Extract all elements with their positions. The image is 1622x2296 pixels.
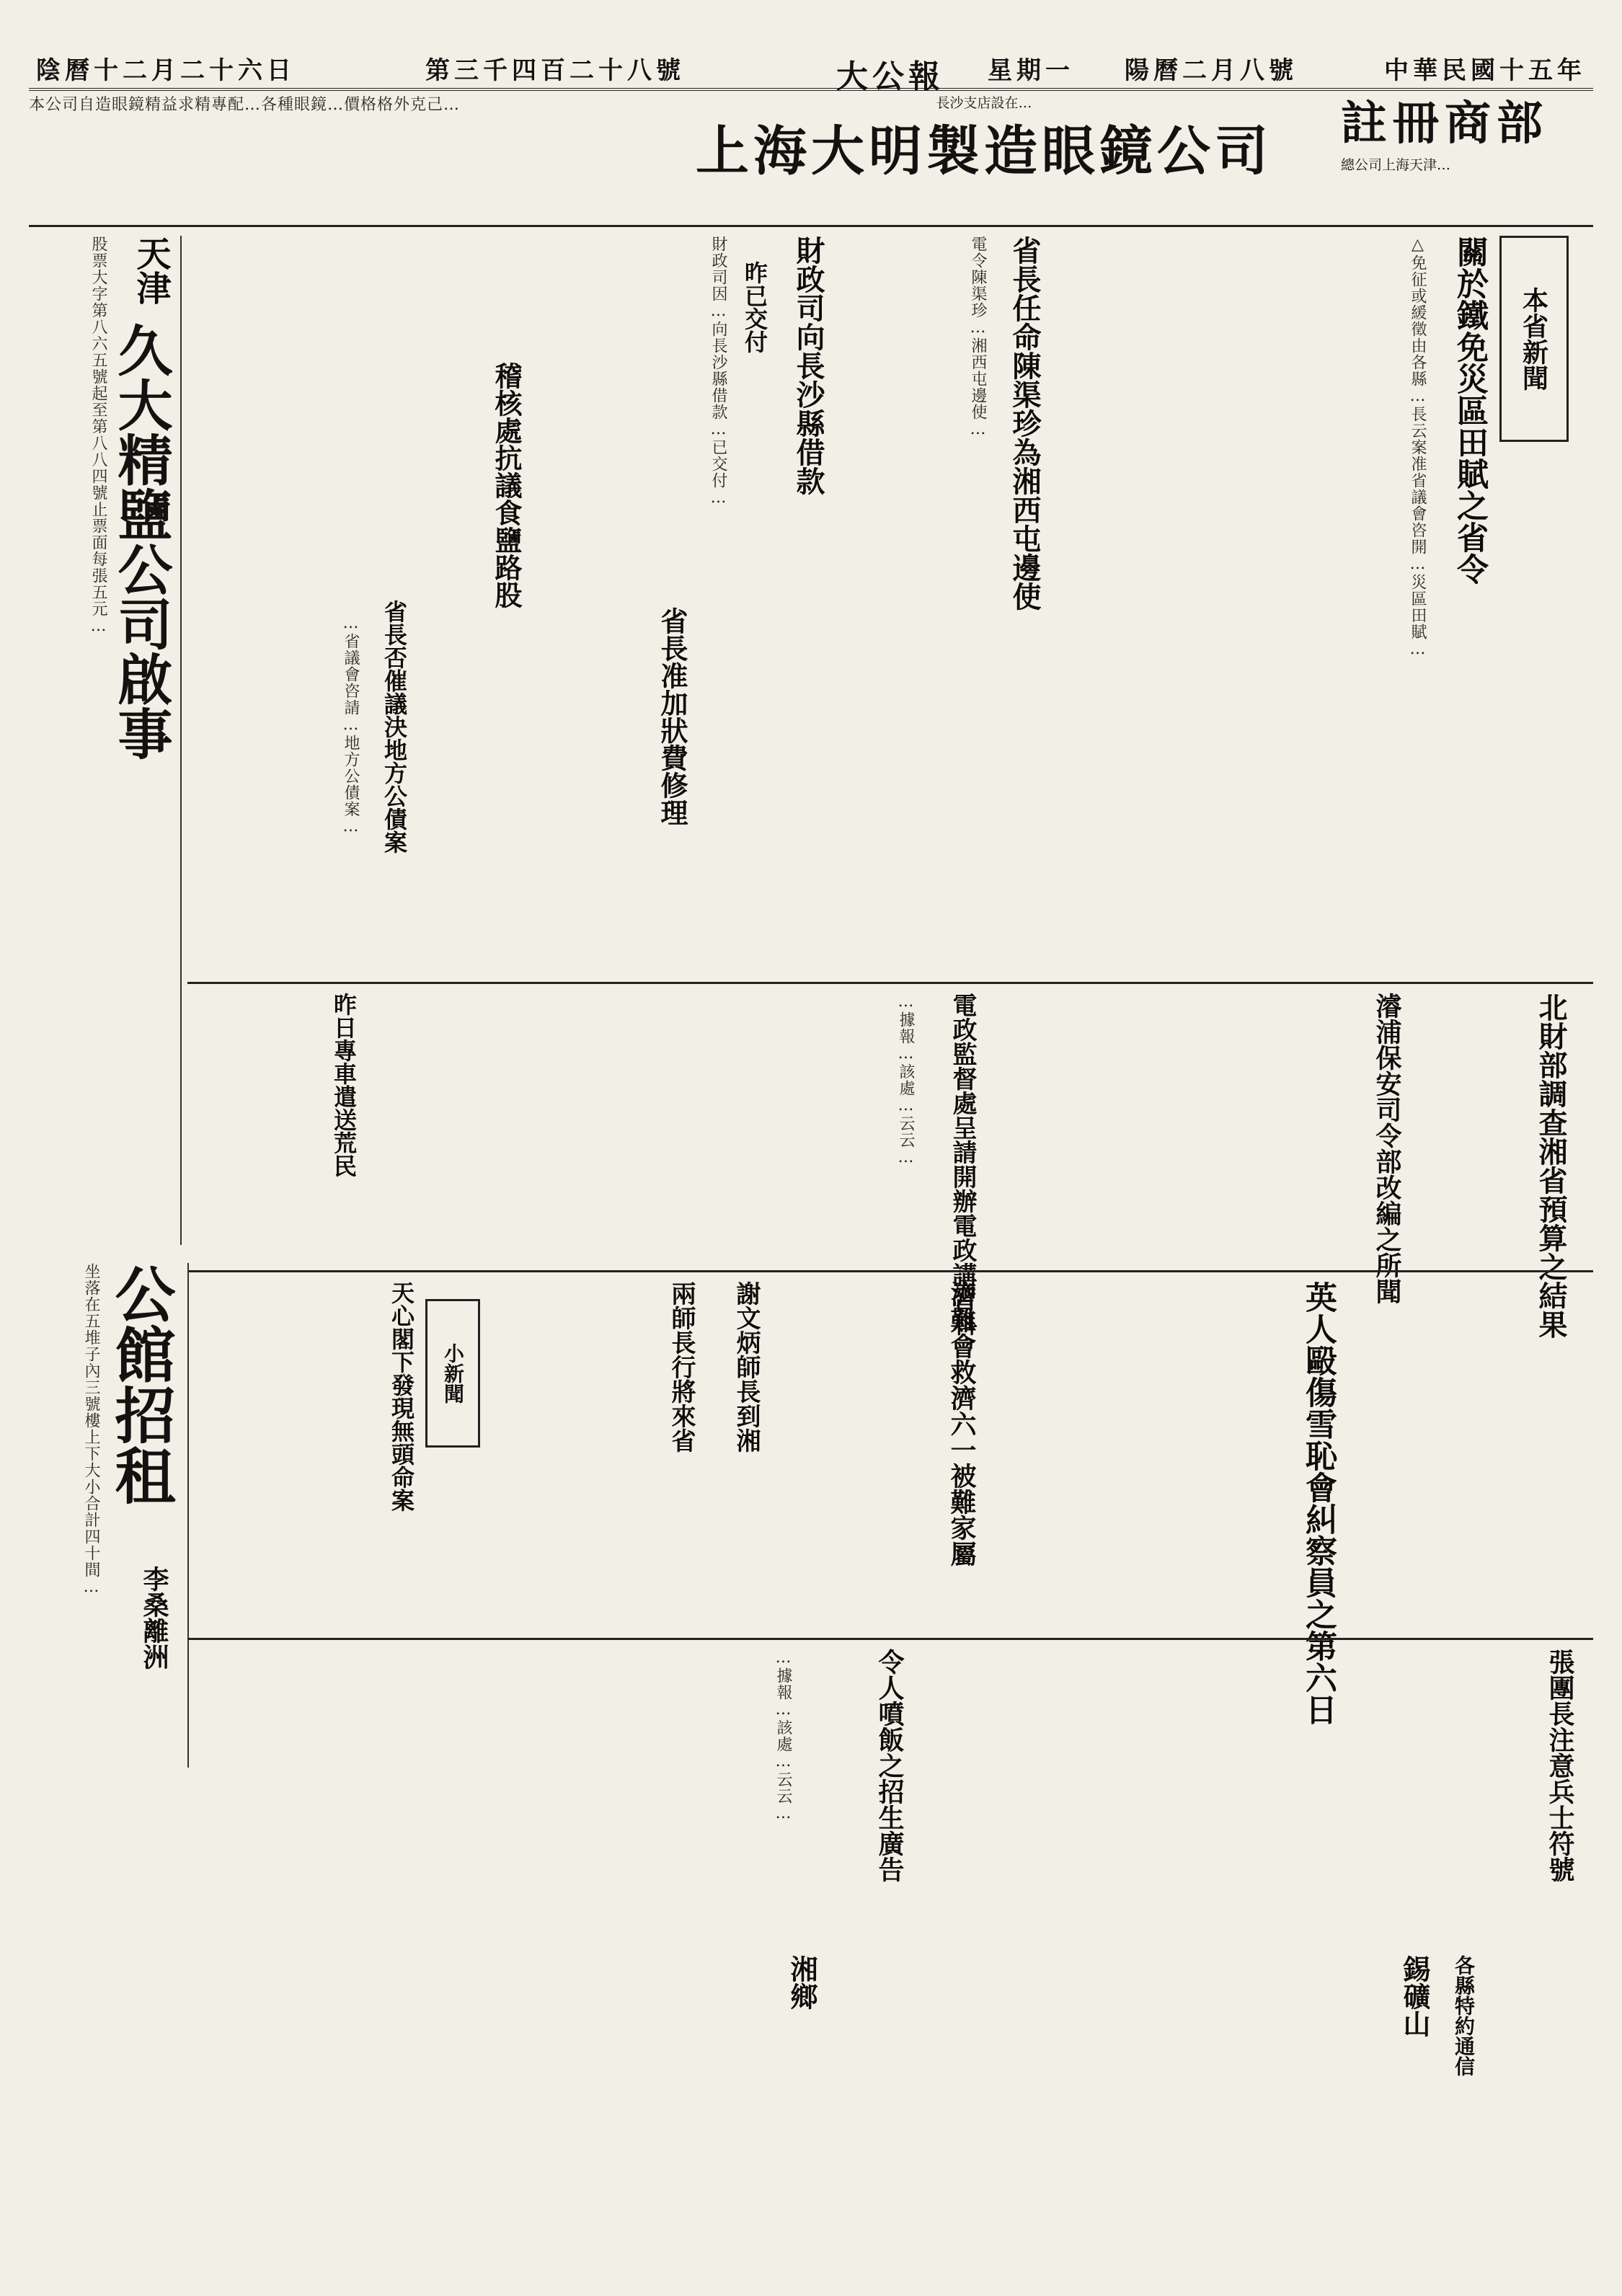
optical-ad-subtitle: 長沙支店設在… bbox=[936, 95, 1032, 111]
registration-ad-branch: 總公司上海天津… bbox=[1341, 157, 1451, 173]
masthead-paper-name: 大公報 bbox=[836, 58, 944, 95]
headline-xiangxiang: 湘鄉 bbox=[786, 1955, 818, 2010]
article-middle: …據報…該處…云云… bbox=[897, 993, 915, 1167]
masthead-issue: 第三千四百二十八號 bbox=[425, 56, 685, 85]
small-news-label: 小新聞 bbox=[441, 1343, 465, 1404]
headline-british-assault: 英人毆傷雪恥會糾察員之第六日 bbox=[1300, 1281, 1337, 1725]
article-bottom: …據報…該處…云云… bbox=[774, 1649, 792, 1823]
headline-tax-exemption: 關於鐵免災區田賦之省令 bbox=[1451, 236, 1488, 585]
headline-telegraph-school: 電政監督處呈請開辦電政講習科 bbox=[948, 993, 977, 1336]
headline-headless-case: 天心閣下發現無頭命案 bbox=[388, 1281, 415, 1512]
registration-ad-title: 註冊商部 bbox=[1341, 97, 1548, 151]
masthead-weekday: 星期一 bbox=[988, 56, 1074, 85]
headline-two-division-commanders: 兩師長行將來省 bbox=[667, 1281, 696, 1453]
headline-soldier-badge: 張團長注意兵士符號 bbox=[1545, 1649, 1575, 1882]
headline-litigation-fee: 省長准加狀費修理 bbox=[656, 607, 688, 826]
optical-ad-title: 上海大明製造眼鏡公司 bbox=[696, 120, 1272, 182]
headline-finance-loan: 財政司向長沙縣借款 bbox=[792, 236, 825, 495]
rental-ad-contact: 李桑離洲 bbox=[139, 1566, 169, 1670]
salt-company-ad bbox=[29, 236, 182, 1245]
headline-security-command: 濬浦保安司令部改編之所聞 bbox=[1372, 993, 1402, 1304]
headline-refugees-train: 昨日專車遣送荒民 bbox=[330, 993, 358, 1177]
optical-ad-body: 本公司自造眼鏡精益求精專配…各種眼鏡…價格格外克己… bbox=[29, 96, 461, 114]
headline-chen-quzhen: 省長任命陳渠珍為湘西屯邊使 bbox=[1008, 236, 1042, 611]
headline-salt-shares: 稽核處抗議食鹽路股 bbox=[490, 362, 523, 608]
masthead-date: 陽曆二月八號 bbox=[1125, 56, 1298, 85]
headline-county-correspondence: 各縣特約通信 bbox=[1452, 1955, 1476, 2076]
headline-public-bonds: 省長否催議決地方公債案 bbox=[381, 600, 408, 854]
small-news-box bbox=[425, 1299, 480, 1448]
divider bbox=[187, 1270, 1593, 1272]
newspaper-page bbox=[29, 45, 1593, 2272]
article-finance-loan: 財政司因…向長沙縣借款…已交付… bbox=[709, 236, 727, 507]
masthead-year: 中華民國十五年 bbox=[1384, 56, 1586, 85]
headline-xie-wenbing: 謝文炳師長到湘 bbox=[732, 1281, 761, 1453]
masthead-lunar-date: 陰曆十二月二十六日 bbox=[36, 56, 296, 85]
registration-ad bbox=[1341, 95, 1593, 218]
headline-enrollment-ad: 令人噴飯之招生廣告 bbox=[874, 1649, 905, 1882]
salt-ad-place: 天津 bbox=[130, 236, 171, 305]
optical-ad bbox=[634, 95, 1334, 218]
salt-ad-body: 股票大字第八六五號起至第八八四號止票面每張五元… bbox=[89, 236, 107, 636]
masthead bbox=[29, 45, 1593, 95]
headline-finance-loan-sub: 昨已交付 bbox=[741, 261, 768, 353]
rental-ad-title: 公館招租 bbox=[105, 1263, 176, 1505]
divider bbox=[29, 225, 1593, 227]
divider bbox=[187, 982, 1593, 984]
headline-budget-survey: 北財部調查湘省預算之結果 bbox=[1534, 993, 1568, 1339]
section-label: 本省新聞 bbox=[1518, 287, 1549, 391]
divider bbox=[187, 1638, 1593, 1640]
rental-ad-body: 坐落在五堆子內三號樓上下大小合計四十間… bbox=[82, 1263, 100, 1597]
section-label-box bbox=[1499, 236, 1569, 442]
article-tax-exemption: △免征或緩徵由各縣…長云案准省議會咨開…災區田賦… bbox=[1409, 236, 1427, 659]
headline-xikuangshan: 錫礦山 bbox=[1399, 1955, 1431, 2037]
salt-ad-title: 久大精鹽公司啟事 bbox=[109, 322, 173, 761]
article-public-bonds: …省議會咨請…地方公債案… bbox=[342, 614, 360, 836]
headline-relief-society: 濟難會救濟六一被難家屬 bbox=[947, 1281, 977, 1566]
article-chen-quzhen: 電令陳渠珍…湘西屯邊使… bbox=[969, 236, 987, 439]
rental-ad bbox=[29, 1263, 189, 1768]
